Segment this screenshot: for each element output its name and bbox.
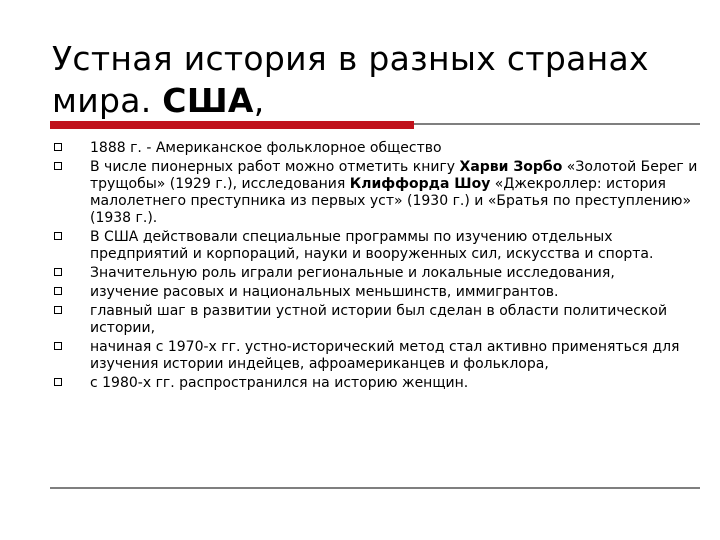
hollow-square-bullet-icon [54,378,62,386]
hollow-square-bullet-icon [54,342,62,350]
list-item-text: с 1980-х гг. распространился на историю женщин. [90,375,469,391]
list-item [52,303,702,337]
hollow-square-bullet-icon [54,306,62,314]
bottom-divider [50,487,700,489]
title-line-2-plain: мира. [52,81,163,120]
list-item-text-post: «Джекроллер: история малолетнего преступника из первых уст» (1930 г.) и «Братья по преступлению» (1938 г.). [90,176,692,226]
author-name-zorbaugh: Харви Зорбо [459,159,563,175]
title-line-2-bold: США [162,81,254,120]
hollow-square-bullet-icon [54,162,62,170]
list-item [52,339,702,373]
list-item [52,159,702,227]
list-item-text: изучение расовых и национальных меньшинств, иммигрантов. [90,284,559,300]
list-item-text-mid: «Золотой Берег и трущобы» (1929 г.), исследования [90,159,698,192]
hollow-square-bullet-icon [54,268,62,276]
bullet-list [52,140,702,394]
list-item [52,284,702,301]
slide-title [52,38,692,122]
title-line-1: Устная история в разных странах [52,39,649,78]
list-item [52,265,702,282]
list-item-text: начиная с 1970-х гг. устно-исторический метод стал активно применяться для изучения истории индейцев, афроамериканцев и фольклора, [90,339,680,372]
list-item [52,140,702,157]
title-accent-bar [50,121,414,129]
list-item-text: 1888 г. - Американское фольклорное общество [90,140,442,156]
title-line-2-end: , [253,81,265,120]
list-item-text: главный шаг в развитии устной истории был сделан в области политической истории, [90,303,668,336]
list-item-text: Значительную роль играли региональные и локальные исследования, [90,265,615,281]
author-name-shaw: Клиффорда Шоу [349,176,491,192]
hollow-square-bullet-icon [54,143,62,151]
list-item [52,375,702,392]
list-item [52,229,702,263]
hollow-square-bullet-icon [54,287,62,295]
hollow-square-bullet-icon [54,232,62,240]
list-item-text-pre: В числе пионерных работ можно отметить книгу [90,159,460,175]
list-item-text: В США действовали специальные программы по изучению отдельных предприятий и корпораций, науки и вооруженных сил, искусства и спорта. [90,229,654,262]
